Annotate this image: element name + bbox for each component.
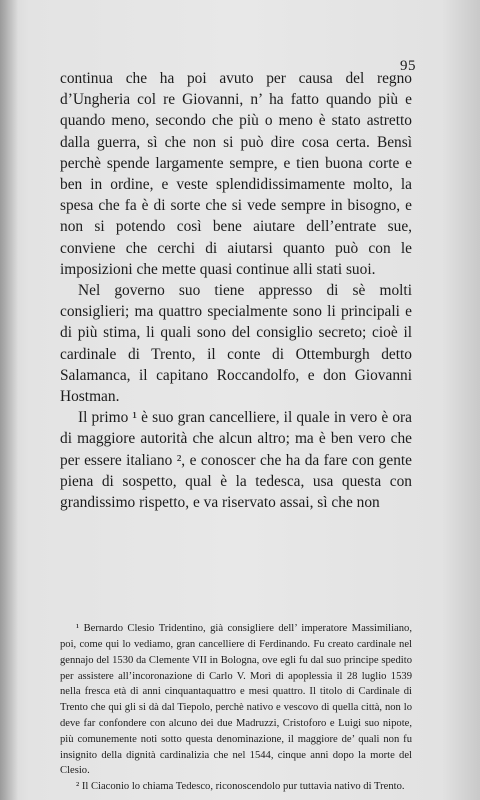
page-text-block xyxy=(60,68,412,795)
page-number: 95 xyxy=(400,58,416,74)
footnote-2: ² Il Ciaconio lo chiama Tedesco, riconoscendolo pur tuttavia nativo di Trento. xyxy=(76,781,405,793)
footnote-separator-space xyxy=(60,513,412,621)
paragraph-1: continua che ha poi avuto per causa del regno d’Ungheria col re Giovanni, n’ ha fatto quando più e quando meno, secondo che più o meno è stato astretto dalla guerra, sì che non si può dire cosa certa. Bensì perchè spende largamente sempre, e tien buona corte e ben in ordine, e veste splendidissimamente molto, la spesa che fa è di sorte che si vede sempre in bisogno, e non si potendo così bene aiutare dell’entrate sue, conviene che cerchi di aiutarsi quanto può con le imposizioni che mette quasi continue alli stati suoi. xyxy=(60,70,412,278)
paragraph-3: Il primo ¹ è suo gran cancelliere, il quale in vero è ora di maggiore autorità che alcun altro; ma è ben vero che per essere italiano ², e conoscer che ha da fare con gente piena di sospetto, qual è la tedesca, usa questa con grandissimo rispetto, e va riservato assai, sì che non xyxy=(60,409,412,512)
paragraph-2: Nel governo suo tiene appresso di sè molti consiglieri; ma quattro specialmente sono li principali e di più stima, li quali sono del consiglio secreto; cioè il cardinale di Trento, il conte di Ottemburgh detto Salamanca, il capitano Roccandolfo, e don Giovanni Hostman. xyxy=(60,282,412,406)
footnote-1: ¹ Bernardo Clesio Tridentino, già consigliere dell’ imperatore Massimiliano, poi, come qui lo vediamo, gran cancelliere di Ferdinando. Fu creato cardinale nel gennajo del 1530 da Clemente VII in Bologna, ove egli fu dal suo principe spedito per assistere all’incoronazione di Carlo V. Morì di apoplessia il 28 luglio 1539 nella fresca età di anni cinquantaquattro e mesi quattro. Il titolo di Cardinale di Trento che qui gli si dà dal Tiepolo, perchè nativo e vescovo di quella città, non lo deve far confondere con alcuno dei due Madruzzi, Cristoforo e Luigi suo nipote, più comunemente noti sotto questa denominazione, il maggiore de’ quali non fu insignito della dignità cardinalizia che nel 1544, cinque anni dopo la morte del Clesio. xyxy=(60,623,412,777)
footnotes xyxy=(60,621,412,795)
main-text xyxy=(60,68,412,513)
page-fold-shadow xyxy=(0,0,18,800)
